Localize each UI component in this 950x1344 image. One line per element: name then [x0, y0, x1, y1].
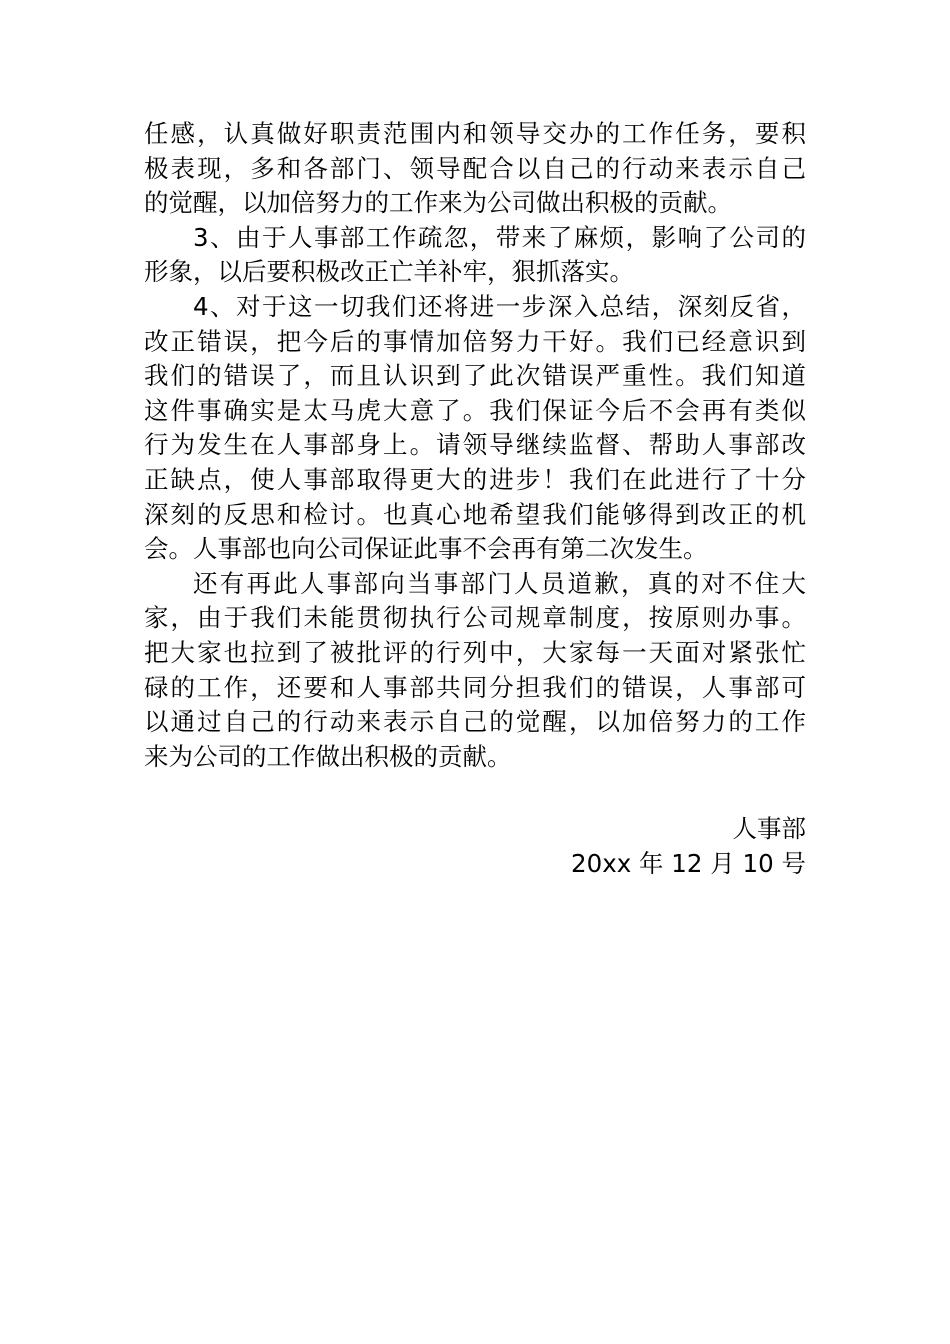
text-line: 3、由于人事部工作疏忽，带来了麻烦，影响了公司的 [193, 222, 806, 252]
text-line: 我们的错误了，而且认识到了此次错误严重性。我们知道 [144, 361, 806, 391]
document-body [144, 117, 806, 774]
text-line: 极表现，多和各部门、领导配合以自己的行动来表示自己 [144, 153, 806, 183]
text-line: 4、对于这一切我们还将进一步深入总结，深刻反省， [193, 291, 806, 321]
text-line: 的觉醒，以加倍努力的工作来为公司做出积极的贡献。 [144, 188, 732, 218]
text-line: 来为公司的工作做出积极的贡献。 [144, 741, 512, 771]
text-line: 改正错误，把今后的事情加倍努力干好。我们已经意识到 [144, 326, 806, 356]
text-line: 这件事确实是太马虎大意了。我们保证今后不会再有类似 [144, 395, 806, 425]
signature-department: 人事部 [732, 814, 806, 843]
text-line: 形象，以后要积极改正亡羊补牢，狠抓落实。 [144, 257, 634, 287]
signature-block [571, 812, 806, 881]
text-line: 行为发生在人事部身上。请领导继续监督、帮助人事部改 [144, 430, 806, 460]
text-line: 还有再此人事部向当事部门人员道歉，真的对不住大 [193, 568, 806, 598]
text-line: 以通过自己的行动来表示自己的觉醒，以加倍努力的工作 [144, 707, 806, 737]
text-line: 会。人事部也向公司保证此事不会再有第二次发生。 [144, 534, 708, 564]
text-line: 正缺点，使人事部取得更大的进步！我们在此进行了十分 [144, 464, 806, 494]
text-line: 碌的工作，还要和人事部共同分担我们的错误，人事部可 [144, 672, 806, 702]
text-line: 把大家也拉到了被批评的行列中，大家每一天面对紧张忙 [144, 637, 806, 667]
text-line: 家，由于我们未能贯彻执行公司规章制度，按原则办事。 [144, 603, 806, 633]
text-line: 任感，认真做好职责范围内和领导交办的工作任务，要积 [144, 119, 806, 148]
text-line: 深刻的反思和检讨。也真心地希望我们能够得到改正的机 [144, 499, 806, 529]
signature-date: 20xx 年 12 月 10 号 [571, 848, 806, 878]
